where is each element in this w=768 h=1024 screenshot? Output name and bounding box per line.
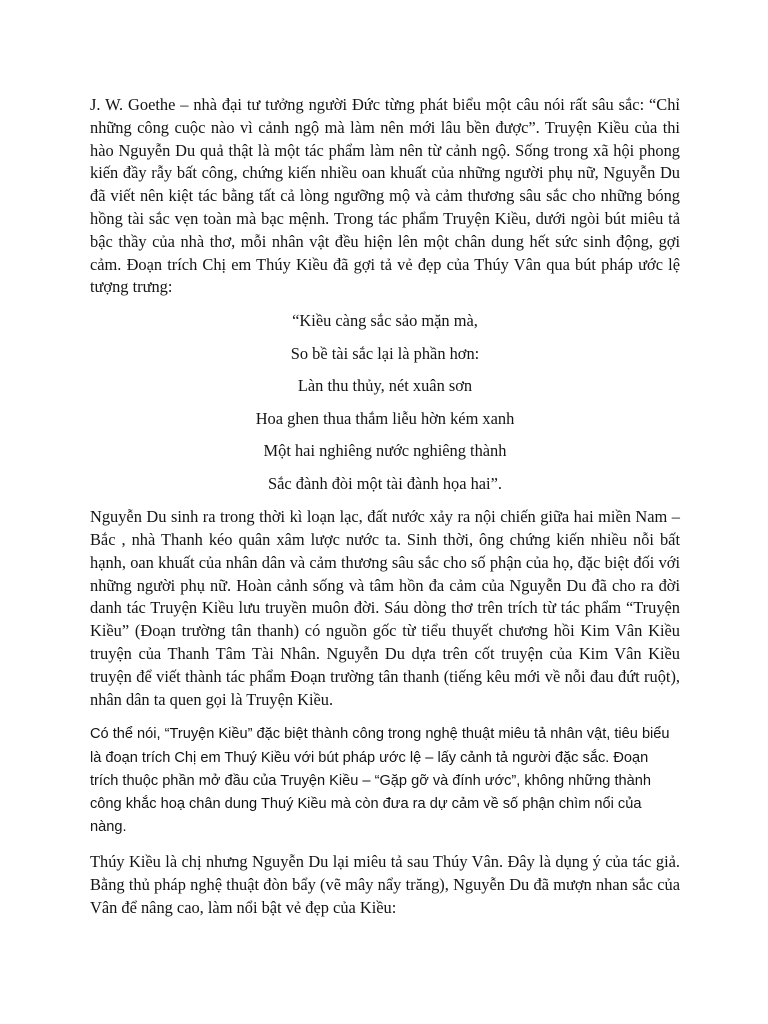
poem-excerpt <box>90 305 680 500</box>
poem-line: Sắc đành đòi một tài đành họa hai”. <box>268 473 502 493</box>
poem-line: Một hai nghiêng nước nghiêng thành <box>263 441 507 461</box>
document-body <box>90 94 680 920</box>
paragraph-success: Có thể nói, “Truyện Kiều” đặc biệt thành công trong nghệ thuật miêu tả nhân vật, tiêu biểu là đoạn trích Chị em Thuý Kiều với bút pháp ước lệ – lấy cảnh tả người đặc sắc. Đoạn trích thuộc phần mở đầu của Truyện Kiều – “Gặp gỡ và đính ước”, không những thành công khắc hoạ chân dung Thuý Kiều mà còn đưa ra dự cảm về số phận chìm nổi của nàng. <box>90 726 670 836</box>
paragraph-context: Nguyễn Du sinh ra trong thời kì loạn lạc, đất nước xảy ra nội chiến giữa hai miền Nam – Bắc , nhà Thanh kéo quân xâm lược nước ta. Sinh thời, ông chứng kiến nhiều nỗi bất hạnh, oan khuất của nhân dân và cảm thương sâu sắc cho số phận của họ, đặc biệt đối với những người phụ nữ. Hoàn cảnh sống và tâm hồn đa cảm của Nguyễn Du đã cho ra đời danh tác Truyện Kiều lưu truyền muôn đời. Sáu dòng thơ trên trích từ tác phẩm “Truyện Kiều” (Đoạn trường tân thanh) có nguồn gốc từ tiểu thuyết chương hồi Kim Vân Kiều truyện của Thanh Tâm Tài Nhân. Nguyễn Du dựa trên cốt truyện của Kim Vân Kiều truyện để viết thành tác phẩm Đoạn trường tân thanh (tiếng kêu mới về nỗi đau đứt ruột), nhân dân ta quen gọi là Truyện Kiều. <box>90 507 680 709</box>
poem-line: Làn thu thủy, nét xuân sơn <box>297 376 473 396</box>
poem-line: “Kiều càng sắc sảo mặn mà, <box>292 311 478 331</box>
poem-line: Hoa ghen thua thắm liễu hờn kém xanh <box>255 408 515 428</box>
paragraph-intro: J. W. Goethe – nhà đại tư tưởng người Đức từng phát biểu một câu nói rất sâu sắc: “Chỉ những công cuộc nào vì cảnh ngộ mà làm nên mới lâu bền được”. Truyện Kiều của thi hào Nguyễn Du quả thật là một tác phẩm làm nên từ cảnh ngộ. Sống trong xã hội phong kiến đầy rẫy bất công, chứng kiến nhiều oan khuất của những người phụ nữ, Nguyễn Du đã viết nên kiệt tác bằng tất cả lòng ngưỡng mộ và cảm thương sâu sắc cho những bóng hồng tài sắc vẹn toàn mà bạc mệnh. Trong tác phẩm Truyện Kiều, dưới ngòi bút miêu tả bậc thầy của nhà thơ, mỗi nhân vật đều hiện lên một chân dung hết sức sinh động, gợi cảm. Đoạn trích Chị em Thúy Kiều đã gợi tả vẻ đẹp của Thúy Vân qua bút pháp ước lệ tượng trưng: <box>90 95 680 297</box>
poem-line: So bề tài sắc lại là phần hơn: <box>290 343 480 363</box>
paragraph-leverage: Thúy Kiều là chị nhưng Nguyễn Du lại miêu tả sau Thúy Vân. Đây là dụng ý của tác giả. Bằng thủ pháp nghệ thuật đòn bẩy (vẽ mây nẩy trăng), Nguyễn Du đã mượn nhan sắc của Vân để nâng cao, làm nổi bật vẻ đẹp của Kiều: <box>90 852 680 917</box>
